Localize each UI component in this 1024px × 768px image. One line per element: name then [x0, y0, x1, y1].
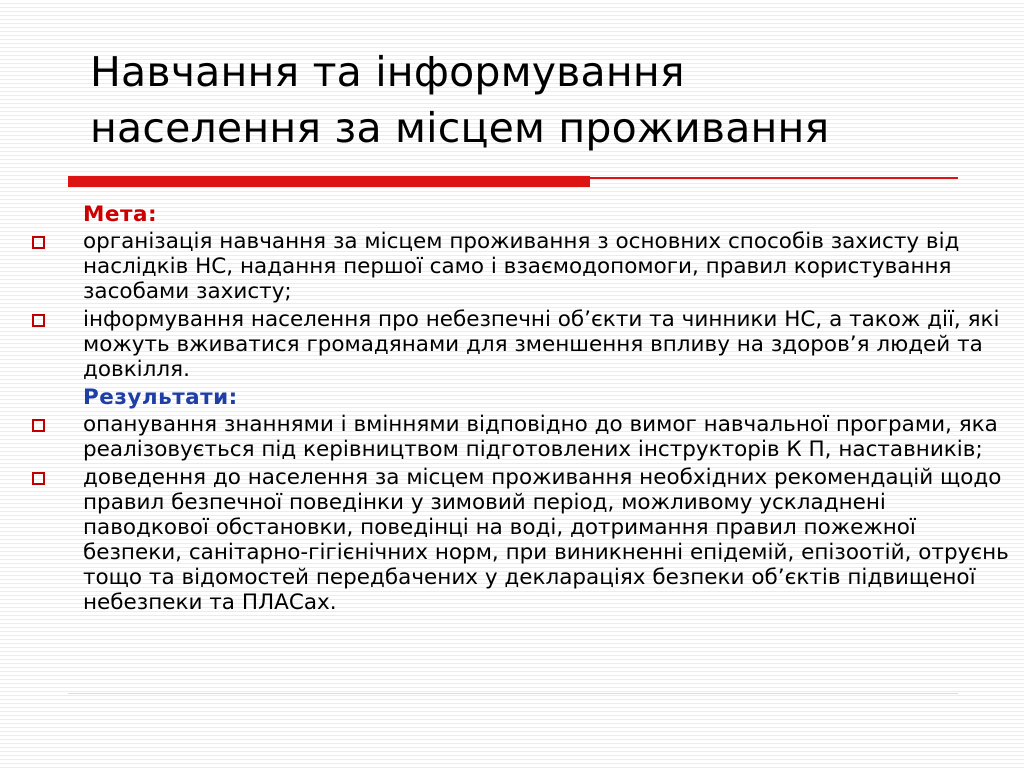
goal-item-2 — [20, 307, 1010, 382]
title-underline-thick — [68, 176, 590, 187]
results-item-1-text: опанування знаннями і вміннями відповідно до вимог навчальної програми, яка реалізовується під керівництвом підготовлених інструкторів К П, наставників; — [83, 412, 998, 462]
slide-title — [90, 44, 990, 156]
goal-item-1-text: організація навчання за місцем проживання з основних способів захисту від наслідків НС, надання першої само і взаємодопомоги, правил користування засобами захисту; — [83, 229, 960, 304]
hollow-square-bullet-icon — [32, 314, 45, 327]
goal-item-2-text: інформування населення про небезпечні об’єкти та чинники НС, а також дії, які можуть вживатися громадянами для зменшення впливу на здоров’я людей та довкілля. — [83, 307, 1000, 382]
footer-divider — [68, 693, 958, 694]
results-item-1 — [20, 412, 1010, 462]
goal-item-1 — [20, 229, 1010, 304]
hollow-square-bullet-icon — [32, 472, 45, 485]
slide-title-line-1: Навчання та інформування — [90, 48, 685, 96]
slide-title-line-2: населення за місцем проживання — [90, 104, 830, 152]
goal-heading: Мета: — [83, 202, 158, 227]
hollow-square-bullet-icon — [32, 236, 45, 249]
results-heading: Результати: — [83, 385, 238, 410]
slide-body — [20, 200, 1010, 618]
hollow-square-bullet-icon — [32, 419, 45, 432]
results-item-2-text: доведення до населення за місцем проживання необхідних рекомендацій щодо правил безпечної поведінки у зимовий період, можливому ускладнені паводкової обстановки, поведінці на воді, дотримання правил пожежної безпеки, санітарно-гігієнічних норм, при виникненні епідемій, епізоотій, отруєнь тощо та відомостей передбачених у деклараціях безпеки об’єктів підвищеної небезпеки та ПЛАСах. — [83, 465, 1009, 615]
results-item-2 — [20, 465, 1010, 615]
title-underline-thin — [590, 177, 958, 179]
